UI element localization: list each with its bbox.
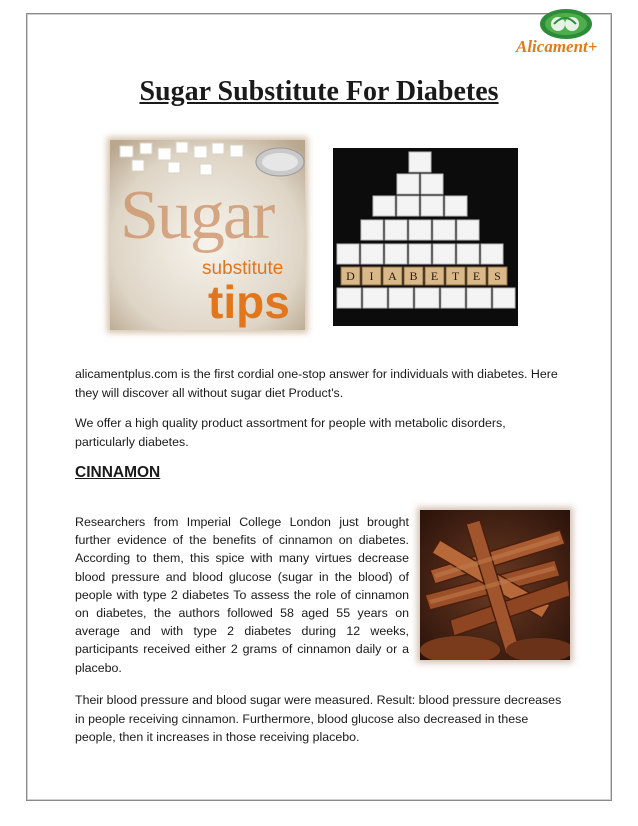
alicament-logo — [510, 4, 614, 60]
dice-letter: T — [451, 269, 460, 283]
dice-letter: S — [494, 269, 501, 283]
dice-letter: E — [472, 269, 481, 283]
dice-letter: I — [369, 269, 374, 283]
dice-letter: A — [388, 269, 397, 283]
cinnamon-paragraph-2: Their blood pressure and blood sugar were measured. Result: blood pressure decreases in people receiving cinnamon. Furthermore, blood glucose also decreased in these people, then it increases in those receiving placebo. — [75, 693, 562, 744]
logo-text: Alicament+ — [516, 37, 598, 56]
intro-paragraph-2: We offer a high quality product assortment for people with metabolic disorders, particularly diabetes. — [75, 416, 506, 449]
dice-letter: D — [346, 269, 355, 283]
substitute-word: substitute — [202, 258, 284, 279]
page-title: Sugar Substitute For Diabetes — [139, 76, 499, 107]
dice-letter: E — [430, 269, 439, 283]
sugar-substitute-tips-image — [110, 140, 305, 330]
page-border — [26, 13, 612, 801]
diabetes-sugar-cubes-image — [333, 148, 518, 326]
intro-paragraph-1: alicamentplus.com is the first cordial one-stop answer for individuals with diabetes. Here they will discover all without sugar diet Product's. — [75, 367, 558, 400]
tips-word: tips — [208, 276, 290, 328]
sugar-word: Sugar — [120, 177, 274, 254]
dice-letter: B — [409, 269, 418, 283]
cinnamon-paragraph-1: Researchers from Imperial College London just brought further evidence of the benefits of cinnamon on diabetes. According to them, this spice with many virtues decrease blood pressure and blood glucose (sugar in the blood) of people with type 2 diabetes To assess the role of cinnamon on diabetes, the authors followed 58 aged 55 years on average and with type 2 diabetes during 12 weeks, participants received either 2 grams of cinnamon daily or a placebo. — [75, 515, 409, 675]
cinnamon-sticks-image — [420, 510, 570, 660]
cinnamon-heading: CINNAMON — [75, 464, 161, 481]
